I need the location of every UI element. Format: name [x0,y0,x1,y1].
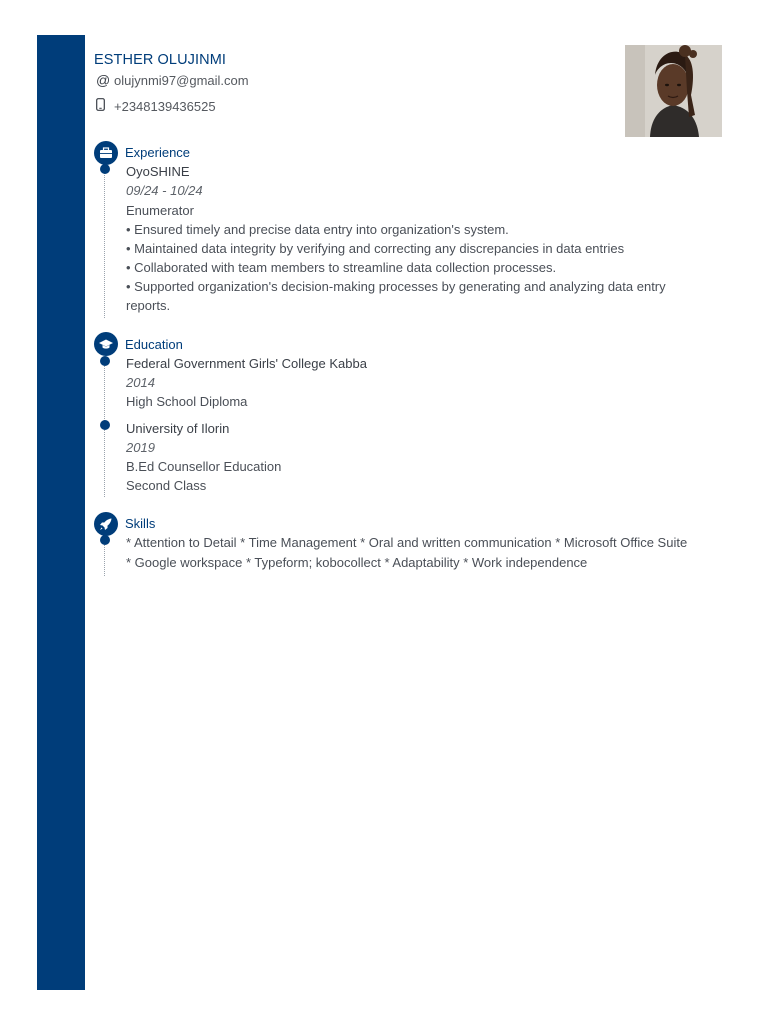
graduation-cap-icon [94,332,118,356]
experience-bullet-continued: reports. [126,298,171,313]
experience-bullet: • Supported organization's decision-making processes by generating and analyzing data entry [126,279,666,294]
sidebar-bar [37,35,85,990]
timeline-dot [100,420,110,430]
education-date: 2019 [126,440,155,455]
experience-bullet: • Maintained data integrity by verifying and correcting any discrepancies in data entries [126,241,625,256]
experience-heading: Experience [125,145,191,160]
timeline-dot [100,535,110,545]
briefcase-icon [94,141,118,165]
education-date: 2014 [126,375,155,390]
skills-line: * Attention to Detail * Time Management * Oral and written communication * Microsoft Office Suite [126,535,688,550]
timeline-dot [100,164,110,174]
education-qualification: B.Ed Counsellor Education [126,459,282,474]
education-org: Federal Government Girls' College Kabba [126,356,367,371]
candidate-name: ESTHER OLUJINMI [94,52,227,68]
mobile-phone-icon [96,98,114,114]
experience-org: OyoSHINE [126,164,190,179]
at-icon: @ [96,72,111,88]
experience-bullet: • Ensured timely and precise data entry into organization's system. [126,222,509,237]
experience-date: 09/24 - 10/24 [126,183,203,198]
skills-line: * Google workspace * Typeform; kobocollect * Adaptability * Work independence [126,555,588,570]
profile-photo [625,45,722,137]
contact-phone [96,98,216,114]
education-org: University of Ilorin [126,421,230,436]
education-qualification: High School Diploma [126,394,248,409]
education-grade: Second Class [126,478,207,493]
email-text: olujynmi97@gmail.com [114,72,249,88]
timeline-dot [100,356,110,366]
experience-timeline [104,165,105,318]
rocket-icon [94,512,118,536]
education-heading: Education [125,337,183,352]
experience-bullet: • Collaborated with team members to streamline data collection processes. [126,260,557,275]
experience-role: Enumerator [126,203,194,218]
phone-text: +2348139436525 [114,98,216,114]
contact-email [96,72,249,88]
skills-heading: Skills [125,516,156,531]
